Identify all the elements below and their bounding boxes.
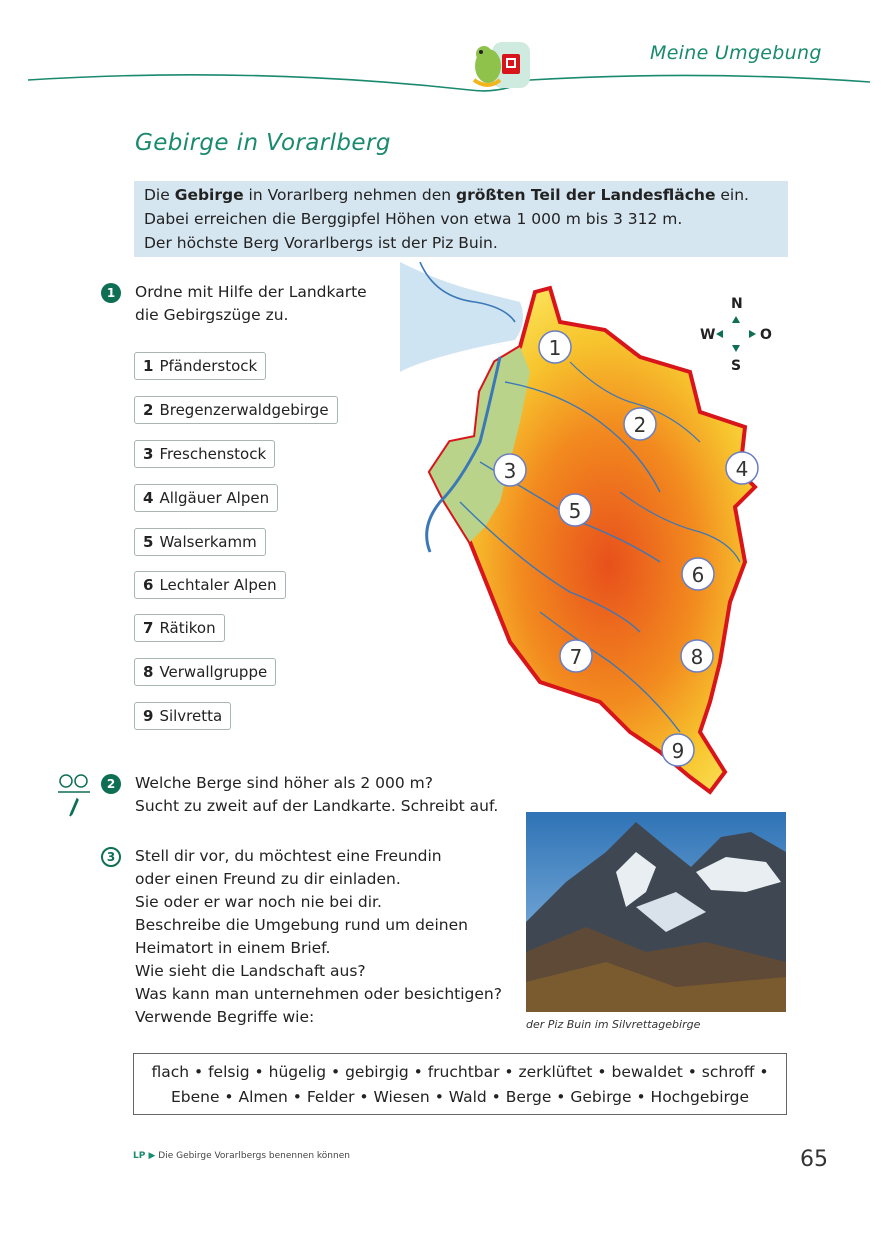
map-marker-5: 5 [568, 499, 582, 523]
range-box-2: 2 Bregenzerwaldgebirge [134, 396, 338, 424]
task-2-line-2: Sucht zu zweit auf der Landkarte. Schreibt auf. [135, 797, 499, 815]
partner-work-icon [56, 772, 92, 818]
page-title: Gebirge in Vorarlberg [135, 130, 391, 156]
map-marker-3: 3 [503, 459, 517, 483]
info-box [134, 181, 788, 257]
compass-north: N [731, 296, 743, 312]
range-box-9: 9 Silvretta [134, 702, 231, 730]
task-3-line: Verwende Begriffe wie: [135, 1008, 315, 1026]
section-title: Meine Umgebung [650, 42, 822, 64]
task-3-line: Beschreibe die Umgebung rund um deinen [135, 916, 468, 934]
map-marker-2: 2 [633, 413, 647, 437]
task-number-3: 3 [101, 847, 121, 867]
compass-arrows-icon [712, 312, 760, 356]
map-marker-8: 8 [690, 645, 704, 669]
range-box-1: 1 Pfänderstock [134, 352, 266, 380]
page-number: 65 [800, 1147, 828, 1172]
range-box-3: 3 Freschenstock [134, 440, 275, 468]
map-marker-7: 7 [569, 645, 583, 669]
task-1-line-2: die Gebirgszüge zu. [135, 306, 289, 324]
word-box-line-1: flach • felsig • hügelig • gebirgig • fruchtbar • zerklüftet • bewaldet • schroff • [151, 1063, 769, 1081]
compass-west: W [700, 327, 716, 343]
task-3-line: Sie oder er war noch nie bei dir. [135, 893, 382, 911]
word-box [133, 1053, 787, 1115]
map-marker-9: 9 [671, 739, 685, 763]
state-area [430, 288, 755, 792]
range-box-7: 7 Rätikon [134, 614, 225, 642]
dragon-mascot-icon [464, 36, 536, 92]
compass-south: S [731, 358, 742, 374]
piz-buin-photo [526, 812, 786, 1012]
range-box-5: 5 Walserkamm [134, 528, 266, 556]
info-line-1: Die Gebirge in Vorarlberg nehmen den größten Teil der Landesfläche ein. [144, 186, 749, 204]
task-3-line: Stell dir vor, du möchtest eine Freundin [135, 847, 442, 865]
task-1-text [135, 281, 367, 327]
task-3-text [135, 845, 502, 1029]
word-box-line-2: Ebene • Almen • Felder • Wiesen • Wald • Berge • Gebirge • Hochgebirge [170, 1088, 750, 1106]
task-3-line: Was kann man unternehmen oder besichtigen? [135, 985, 502, 1003]
range-box-4: 4 Allgäuer Alpen [134, 484, 278, 512]
task-3-line: Heimatort in einem Brief. [135, 939, 331, 957]
map-marker-6: 6 [691, 563, 705, 587]
map-marker-1: 1 [548, 336, 562, 360]
task-1-line-1: Ordne mit Hilfe der Landkarte [135, 283, 367, 301]
task-2-text [135, 772, 498, 818]
compass-east: O [760, 327, 772, 343]
task-3-line: Wie sieht die Landschaft aus? [135, 962, 366, 980]
map-marker-4: 4 [735, 457, 749, 481]
range-box-6: 6 Lechtaler Alpen [134, 571, 286, 599]
task-number-1: 1 [101, 283, 121, 303]
task-2-line-1: Welche Berge sind höher als 2 000 m? [135, 774, 434, 792]
footer-learning-goal [133, 1151, 350, 1161]
range-box-8: 8 Verwallgruppe [134, 658, 276, 686]
photo-caption: der Piz Buin im Silvrettagebirge [526, 1018, 701, 1031]
task-3-line: oder einen Freund zu dir einladen. [135, 870, 401, 888]
task-number-2: 2 [101, 774, 121, 794]
lp-label: LP ▶ [133, 1151, 156, 1161]
footer-text: Die Gebirge Vorarlbergs benennen können [158, 1151, 350, 1161]
info-line-3: Der höchste Berg Vorarlbergs ist der Piz Buin. [144, 234, 498, 252]
info-line-2: Dabei erreichen die Berggipfel Höhen von etwa 1 000 m bis 3 312 m. [144, 210, 683, 228]
